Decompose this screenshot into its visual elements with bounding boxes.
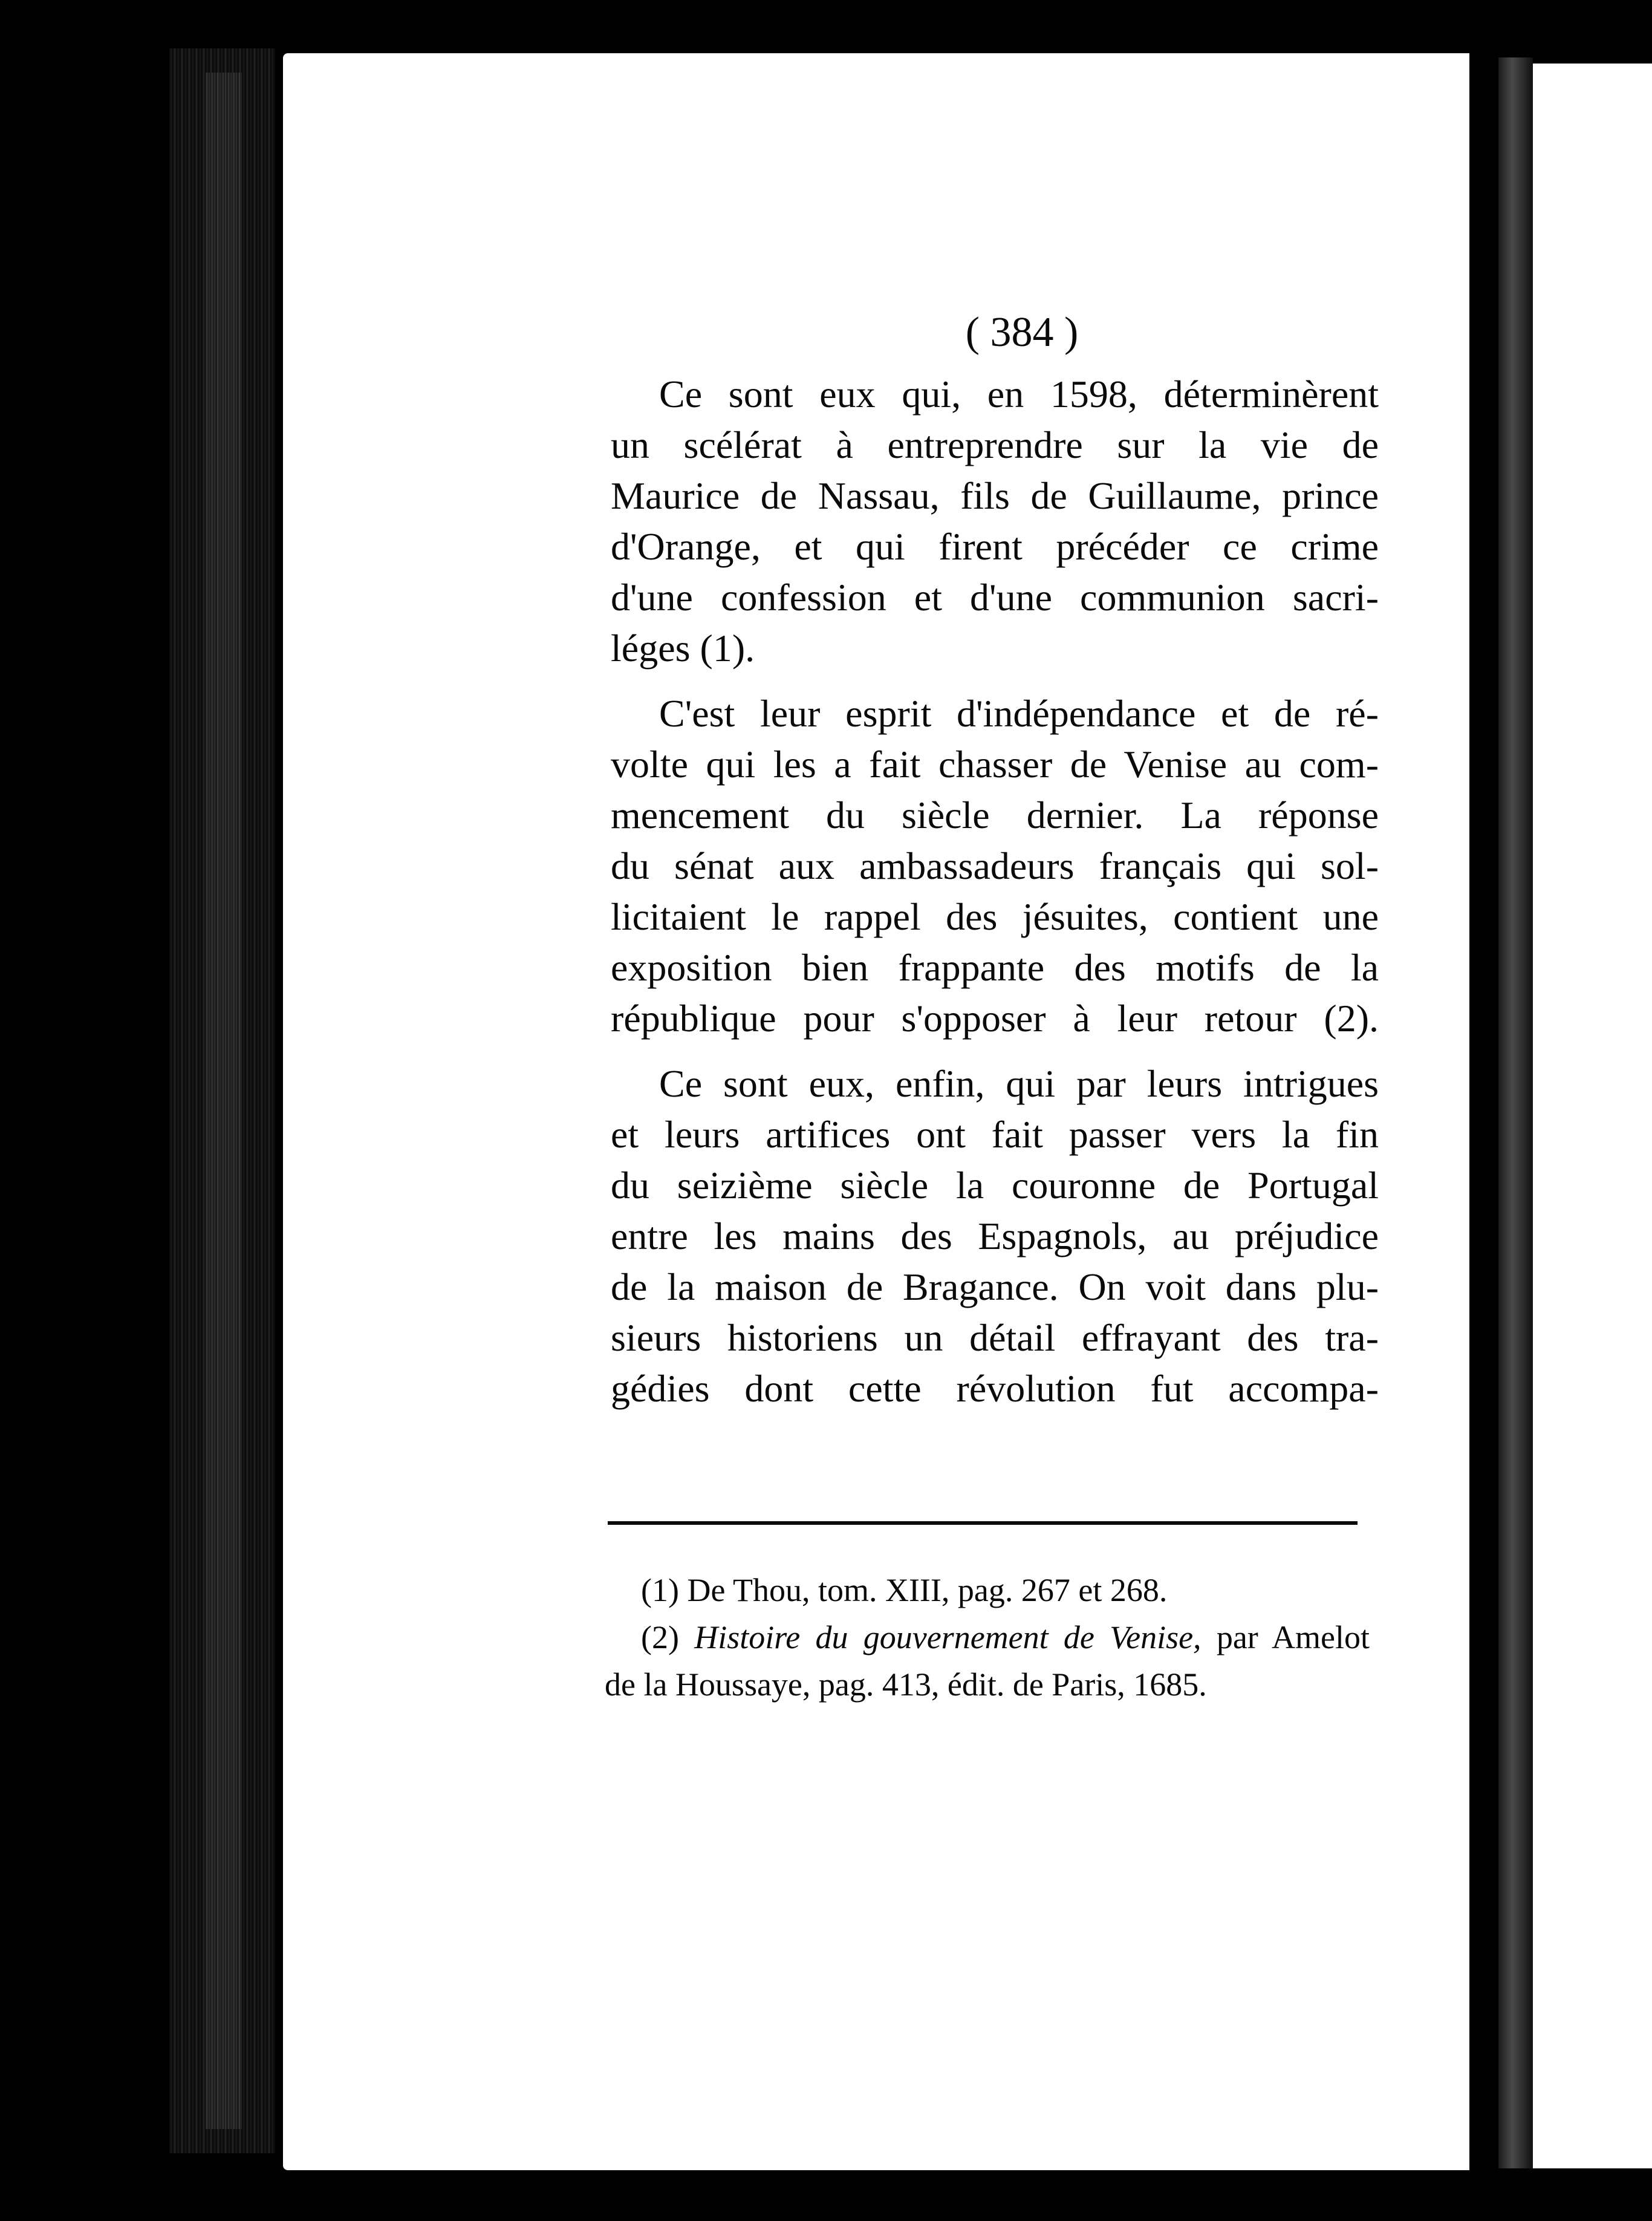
text-line: un scélérat à entreprendre sur la vie de (611, 423, 1379, 466)
text-line: d'une confession et d'une communion sacri- (611, 576, 1379, 619)
text-line: Ce sont eux, enfin, qui par leurs intrigues (659, 1062, 1379, 1105)
footnote-1: (1) De Thou, tom. XIII, pag. 267 et 268. (641, 1572, 1168, 1608)
paragraph-2 (611, 688, 1379, 1044)
text-line: Ce sont eux qui, en 1598, déterminèrent (659, 373, 1379, 416)
footnotes (605, 1567, 1370, 1708)
text-line: léges (1). (611, 627, 755, 670)
text-line: de la maison de Bragance. On voit dans plu- (611, 1265, 1379, 1308)
page-number: ( 384 ) (965, 309, 1079, 356)
footnote-2 (605, 1614, 1370, 1661)
facing-page-edge (1533, 64, 1652, 2168)
text-line: mencement du siècle dernier. La réponse (611, 794, 1379, 837)
footnote-separator (608, 1521, 1358, 1525)
footnote-2-continued: de la Houssaye, pag. 413, édit. de Paris, 1685. (605, 1666, 1207, 1703)
text-line: entre les mains des Espagnols, au préjudice (611, 1215, 1379, 1257)
text-line: gédies dont cette révolution fut accompa- (611, 1367, 1379, 1410)
gutter-shadow (1498, 57, 1533, 2168)
text-line: C'est leur esprit d'indépendance et de ré- (659, 692, 1379, 735)
paragraph-1 (611, 369, 1379, 674)
paragraph-3 (611, 1058, 1379, 1414)
text-line: volte qui les a fait chasser de Venise au com- (611, 743, 1379, 786)
text-line: du sénat aux ambassadeurs français qui sol- (611, 844, 1379, 887)
footnote-2-title: Histoire du gouvernement de Venise, (694, 1619, 1202, 1655)
text-line: et leurs artifices ont fait passer vers la fin (611, 1113, 1379, 1156)
footnote-2-number: (2) (641, 1619, 679, 1655)
footnote-2-rest: par Amelot (1216, 1619, 1370, 1655)
page-text-block (611, 308, 1379, 1429)
text-line: d'Orange, et qui firent précéder ce crime (611, 525, 1379, 568)
text-line: du seizième siècle la couronne de Portugal (611, 1164, 1379, 1207)
text-line: sieurs historiens un détail effrayant des tra- (611, 1316, 1379, 1359)
text-line: exposition bien frappante des motifs de la (611, 946, 1379, 989)
book-fore-edge-highlight (206, 73, 242, 2129)
text-line: licitaient le rappel des jésuites, contient une (611, 895, 1379, 938)
text-line: Maurice de Nassau, fils de Guillaume, prince (611, 474, 1379, 517)
text-line: république pour s'opposer à leur retour (2). (611, 997, 1379, 1040)
